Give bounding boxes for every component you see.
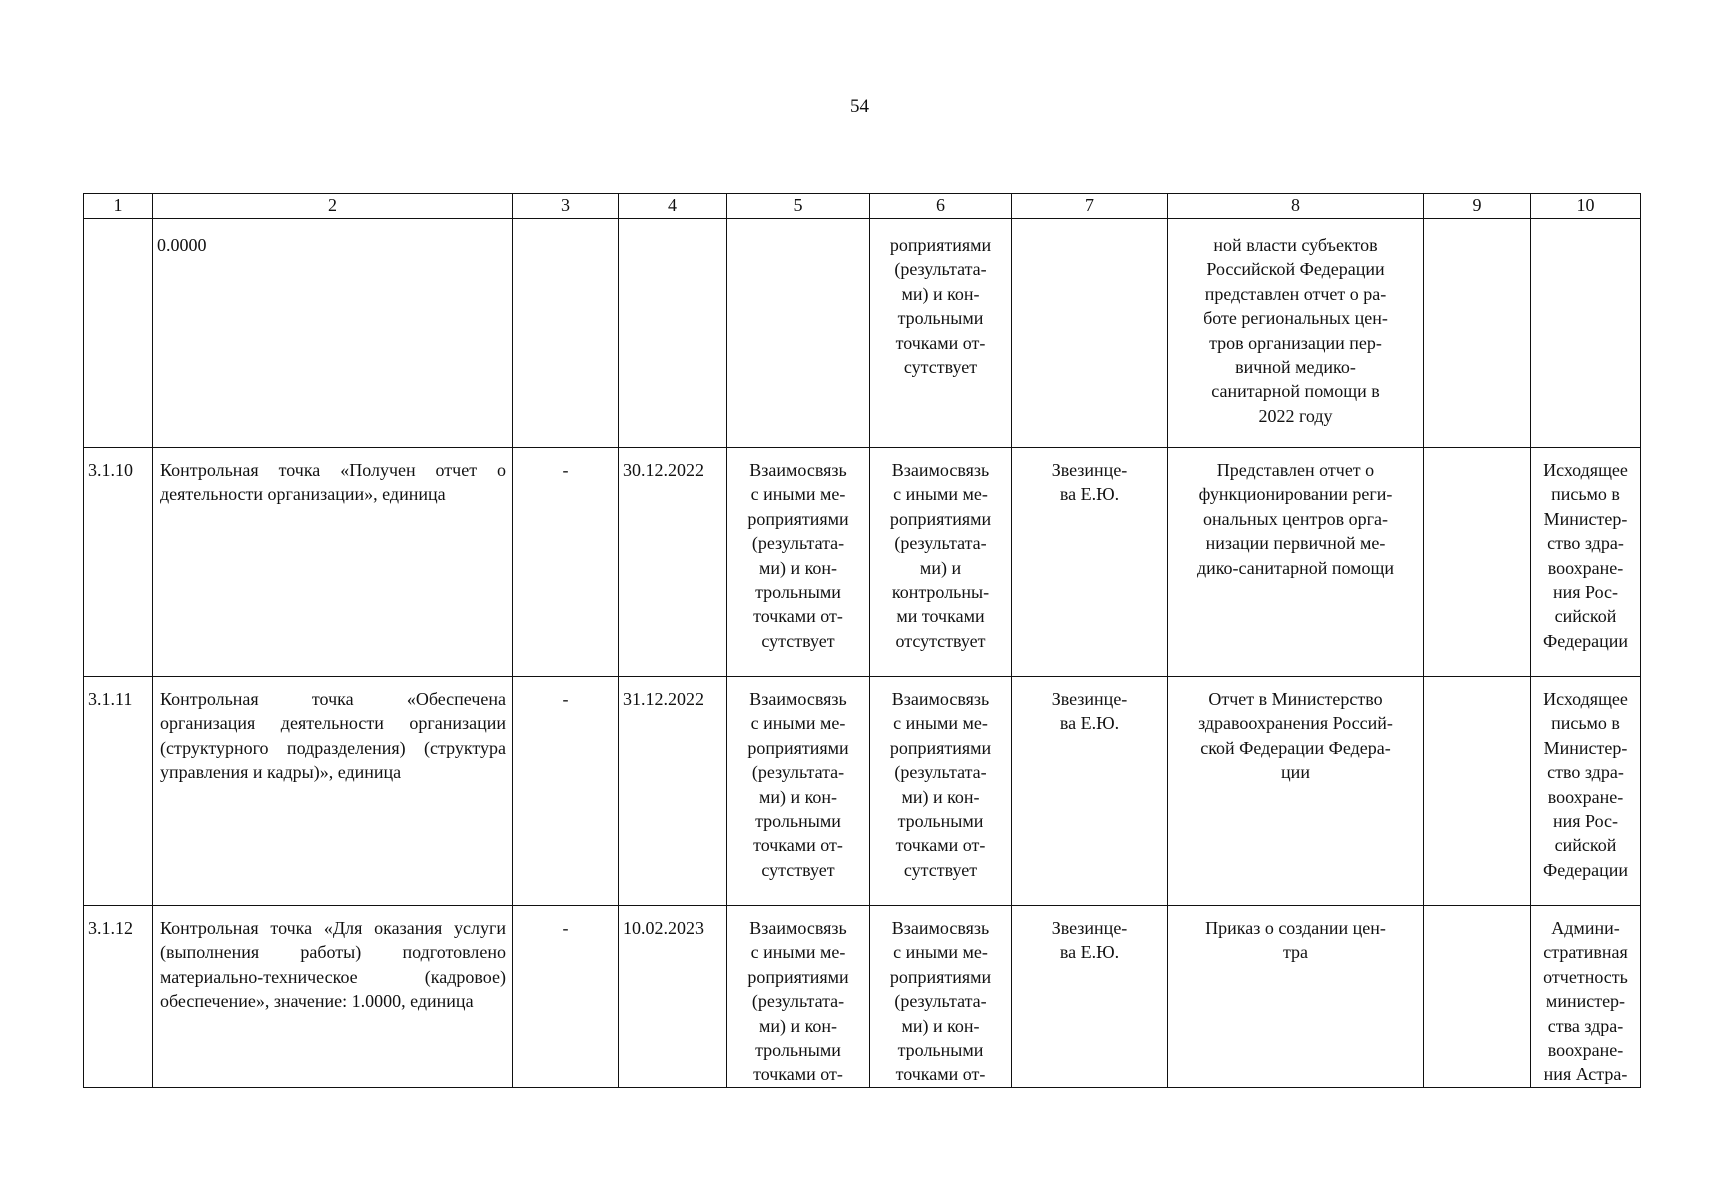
col9-value: [1424, 677, 1531, 906]
text-line: с иными ме-: [893, 942, 988, 963]
confirming-document: [1531, 906, 1641, 1088]
column-number-row: [84, 194, 1641, 219]
text-line: вичной медико-: [1235, 357, 1356, 378]
text-line: с иными ме-: [893, 713, 988, 734]
result-description: [1168, 677, 1424, 906]
text-line: роприятиями: [889, 508, 992, 529]
text-line: Взаимосвязь: [749, 918, 847, 938]
text-line: точками от-: [753, 835, 843, 856]
text-line: трольными: [755, 811, 841, 832]
text-line: Исходящее: [1543, 460, 1628, 480]
text-line: ства здра-: [1547, 1015, 1624, 1036]
text-line: Представлен отчет о: [1216, 460, 1375, 480]
column-header-7: 7: [1012, 194, 1168, 219]
text-line: (результата-: [894, 259, 987, 280]
text-line: стративная: [1543, 942, 1628, 963]
text-line: (результата-: [751, 991, 845, 1012]
text-line: ния Астра-: [1543, 1064, 1628, 1085]
col3-value: -: [513, 677, 619, 906]
text-line: ми) и кон-: [901, 283, 980, 304]
text-line: точками от-: [753, 606, 843, 627]
text-line: точками от-: [753, 1064, 843, 1085]
table-row: [84, 677, 1641, 906]
text-line: министер-: [1545, 991, 1626, 1012]
column-header-4: 4: [619, 194, 727, 219]
cont-cell-5: [727, 219, 870, 448]
relationship-text: [727, 906, 870, 1088]
checkpoint-name: Контрольная точка «Обеспечена организация деятельности организации (структурного подразделения) (структура управления и кадры)», единица: [153, 677, 513, 906]
text-line: ство здра-: [1547, 762, 1624, 783]
responsible-person: [1012, 677, 1168, 906]
text-line: тра: [1282, 942, 1309, 963]
text-line: ной власти субъектов: [1213, 235, 1378, 255]
text-line: ми) и: [919, 557, 962, 578]
text-line: санитарной помощи в: [1211, 381, 1380, 402]
text-line: ции: [1281, 762, 1310, 783]
text-line: ми точками: [896, 606, 985, 627]
text-line: сийской: [1554, 835, 1617, 856]
column-header-5: 5: [727, 194, 870, 219]
text-line: роприятиями: [747, 737, 849, 758]
column-header-8: 8: [1168, 194, 1424, 219]
text-line: Отчет в Министерство: [1208, 689, 1383, 709]
text-line: представлен отчет о ра-: [1204, 283, 1387, 304]
document-table: [83, 193, 1641, 1088]
cont-cell-1: [84, 219, 153, 448]
text-line: Взаимосвязь: [891, 460, 990, 480]
column-header-6: 6: [870, 194, 1012, 219]
text-line: ва Е.Ю.: [1059, 942, 1120, 963]
text-line: воохране-: [1547, 786, 1624, 807]
responsible-person: [1012, 448, 1168, 677]
text-line: роприятиями: [889, 966, 992, 987]
relationship-text: [727, 448, 870, 677]
deadline-date: 10.02.2023: [619, 906, 727, 1088]
text-line: точками от-: [895, 332, 986, 353]
cont-cell-4: [619, 219, 727, 448]
text-line: Звезинце-: [1051, 689, 1128, 709]
text-line: воохране-: [1547, 557, 1624, 578]
text-line: Министер-: [1543, 737, 1628, 758]
table-row: [84, 906, 1641, 1088]
text-line: Звезинце-: [1051, 918, 1128, 938]
text-line: ство здра-: [1547, 533, 1624, 554]
responsible-person: [1012, 906, 1168, 1088]
text-line: Звезинце-: [1051, 460, 1128, 480]
text-line: (результата-: [894, 533, 987, 554]
text-line: сийской: [1554, 606, 1617, 627]
page-number: 54: [850, 96, 869, 117]
text-line: воохране-: [1547, 1040, 1624, 1061]
col9-value: [1424, 906, 1531, 1088]
row-number: 3.1.11: [84, 677, 153, 906]
cont-cell-9: [1424, 219, 1531, 448]
text-line: ми) и кон-: [901, 786, 980, 807]
text-line: с иными ме-: [893, 484, 988, 505]
text-line: Взаимосвязь: [749, 460, 847, 480]
confirming-document: [1531, 677, 1641, 906]
text-line: Министер-: [1543, 508, 1628, 529]
text-line: роприятиями: [747, 966, 849, 987]
text-line: ва Е.Ю.: [1059, 713, 1120, 734]
text-line: ми) и кон-: [758, 557, 838, 578]
text-line: точками от-: [895, 1064, 986, 1085]
col9-value: [1424, 448, 1531, 677]
checkpoint-name: Контрольная точка «Получен отчет о деятельности организации», единица: [153, 448, 513, 677]
text-line: ской Федерации Федера-: [1200, 737, 1391, 758]
column-header-3: 3: [513, 194, 619, 219]
text-line: сутствует: [903, 859, 978, 880]
text-line: дико-санитарной помощи: [1196, 557, 1395, 578]
relationship-text: [870, 448, 1012, 677]
text-line: роприятиями: [889, 737, 992, 758]
text-line: Взаимосвязь: [891, 918, 990, 938]
text-line: трольными: [755, 1040, 841, 1061]
column-header-9: 9: [1424, 194, 1531, 219]
text-line: ми) и кон-: [758, 786, 838, 807]
column-header-2: 2: [153, 194, 513, 219]
cont-cell-10: [1531, 219, 1641, 448]
text-line: роприятиями: [747, 508, 849, 529]
relationship-text: [870, 906, 1012, 1088]
result-description: [1168, 906, 1424, 1088]
text-line: низации первичной ме-: [1205, 533, 1386, 554]
cont-cell-2: 0.0000: [153, 219, 513, 448]
text-line: боте региональных цен-: [1203, 308, 1388, 329]
text-line: Исходящее: [1543, 689, 1628, 709]
text-line: Федерации: [1542, 859, 1628, 880]
continuation-row: [84, 219, 1641, 448]
text-line: 2022 году: [1258, 405, 1333, 426]
text-line: сутствует: [761, 859, 835, 880]
col3-value: -: [513, 448, 619, 677]
table-row: [84, 448, 1641, 677]
column-header-1: 1: [84, 194, 153, 219]
text-line: ми) и кон-: [901, 1015, 980, 1036]
text-line: контрольны-: [891, 582, 990, 603]
text-line: ния Рос-: [1552, 582, 1619, 603]
cont-cell-6: [870, 219, 1012, 448]
text-line: с иными ме-: [750, 484, 846, 505]
text-line: Федерации: [1542, 630, 1628, 651]
text-line: ния Рос-: [1552, 811, 1619, 832]
cont-cell-7: [1012, 219, 1168, 448]
text-line: функционировании реги-: [1198, 484, 1393, 505]
text-line: Приказ о создании цен-: [1205, 918, 1386, 938]
text-line: здравоохранения Россий-: [1198, 713, 1393, 734]
text-line: (результата-: [751, 533, 845, 554]
row-number: 3.1.10: [84, 448, 153, 677]
text-line: трольными: [897, 811, 984, 832]
text-line: Российской Федерации: [1206, 259, 1385, 280]
text-line: точками от-: [895, 835, 986, 856]
row-number: 3.1.12: [84, 906, 153, 1088]
cont-cell-8: [1168, 219, 1424, 448]
text-line: (результата-: [894, 991, 987, 1012]
text-line: трольными: [897, 1040, 984, 1061]
text-line: роприятиями: [889, 235, 992, 255]
text-line: Админи-: [1551, 918, 1620, 938]
text-line: трольными: [755, 582, 841, 603]
relationship-text: [870, 677, 1012, 906]
text-line: сутствует: [761, 630, 835, 651]
text-line: ональных центров орга-: [1203, 508, 1388, 529]
text-line: ва Е.Ю.: [1059, 484, 1120, 505]
text-line: Взаимосвязь: [891, 689, 990, 709]
text-line: отчетность: [1543, 966, 1628, 987]
text-line: трольными: [897, 308, 984, 329]
text-line: отсутствует: [895, 630, 986, 651]
text-line: (результата-: [751, 762, 845, 783]
column-header-10: 10: [1531, 194, 1641, 219]
text-line: сутствует: [903, 357, 978, 378]
col3-value: -: [513, 906, 619, 1088]
text-line: с иными ме-: [750, 713, 846, 734]
text-line: ми) и кон-: [758, 1015, 838, 1036]
text-line: письмо в: [1551, 484, 1620, 505]
text-line: с иными ме-: [750, 942, 846, 963]
deadline-date: 30.12.2022: [619, 448, 727, 677]
text-line: письмо в: [1551, 713, 1620, 734]
text-line: тров организации пер-: [1209, 332, 1382, 353]
relationship-text: [727, 677, 870, 906]
cont-cell-3: [513, 219, 619, 448]
checkpoint-name: Контрольная точка «Для оказания услуги (выполнения работы) подготовлено материально-техническое (кадровое) обеспечение», значение: 1.0000, единица: [153, 906, 513, 1088]
text-line: (результата-: [894, 762, 987, 783]
deadline-date: 31.12.2022: [619, 677, 727, 906]
text-line: Взаимосвязь: [749, 689, 847, 709]
result-description: [1168, 448, 1424, 677]
confirming-document: [1531, 448, 1641, 677]
